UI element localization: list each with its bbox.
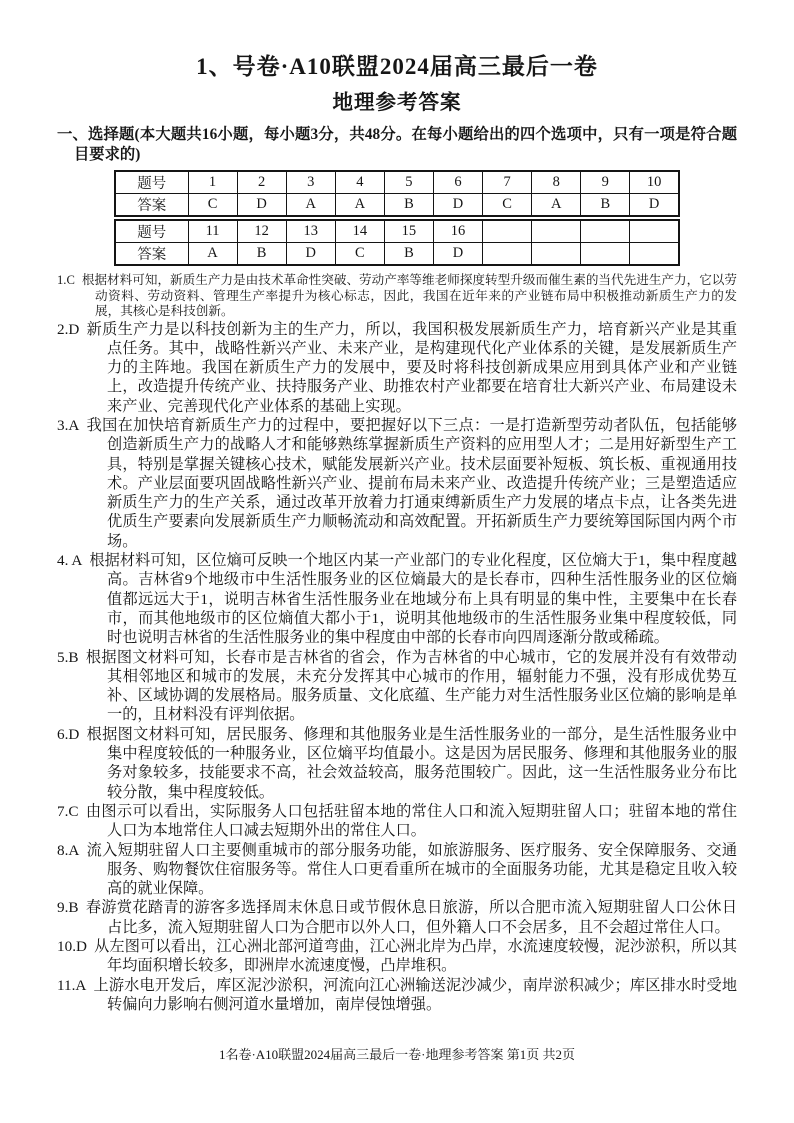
answer-cell — [483, 243, 532, 266]
explanation-number: 9.B — [57, 899, 79, 917]
explanation-text: 新质生产力是以科技创新为主的生产力，所以，我国积极发展新质生产力，培育新兴产业是其重点任务。其中，战略性新兴产业、未来产业，是构建现代化产业体系的关键，是发展新质生产力的主阵地。我国在新质生产力的发展中，要及时将科技创新成果应用到具体产业和产业链上，改造提升传统产业、扶持服务产业、助推农村产业都要在培育壮大新兴产业、布局建设未来产业、完善现代化产业体系的基础上实现。 — [86, 320, 737, 415]
explanation-text: 从左图可以看出，江心洲北部河道弯曲，江心洲北岸为凸岸，水流速度较慢，泥沙淤积，所以其年均面积增长较多，即洲岸水流速度慢，凸岸堆积。 — [93, 938, 737, 975]
question-number-cell — [581, 220, 630, 243]
page-footer: 1名卷·A10联盟2024届高三最后一卷·地理参考答案 第1页 共2页 — [218, 1047, 576, 1062]
explanation-item-1 — [57, 273, 737, 320]
explanation-item-11 — [57, 976, 737, 1015]
answer-cell: A — [188, 243, 237, 266]
explanation-item-5 — [57, 648, 737, 725]
answer-cell: B — [581, 194, 630, 217]
explanation-text: 根据材料可知，新质生产力是由技术革命性突破、劳动产率等维老师探度转型升级而催生素的当代先进生产力，它以劳动资料、劳动资料、管理生产率提升为核心标志，因此，我国在近年来的产业链布局中积极推动新质生产力的发展，其核心是科技创新。 — [81, 273, 737, 318]
explanation-number: 6.D — [57, 725, 80, 743]
question-number-cell — [630, 220, 679, 243]
table-row — [115, 220, 679, 243]
row-header-question: 题号 — [115, 220, 188, 243]
question-number-cell: 7 — [483, 171, 532, 194]
question-number-cell: 12 — [237, 220, 286, 243]
explanation-item-9 — [57, 898, 737, 937]
question-number-cell: 1 — [188, 171, 237, 194]
explanation-number: 4. A — [57, 552, 83, 570]
row-header-answer: 答案 — [115, 194, 188, 217]
question-number-cell: 3 — [286, 171, 335, 194]
explanation-text: 春游赏花踏青的游客多选择周末休息日或节假休息日旅游，所以合肥市流入短期驻留人口公休日占比多，流入短期驻留人口为合肥市以外人口，但外籍人口不会居多，且不会超过常住人口。 — [85, 899, 737, 936]
answer-cell: C — [335, 243, 384, 266]
question-number-cell: 9 — [581, 171, 630, 194]
answer-cell: D — [630, 194, 679, 217]
answer-cell: A — [532, 194, 581, 217]
explanation-item-7 — [57, 802, 737, 841]
answer-cell — [532, 243, 581, 266]
explanation-text: 根据材料可知，区位熵可反映一个地区内某一产业部门的专业化程度，区位熵大于1，集中程度越高。吉林省9个地级市中生活性服务业的区位熵最大的是长春市，四种生活性服务业的区位熵值都远远大于1，说明吉林省生活性服务业在地域分布上具有明显的集中性，主要集中在长春市，而其他地级市的区位熵值大都小于1，说明其他地级市的生活性服务业集中程度较低，同时也说明吉林省的生活性服务业的集中程度由中部的长春市向四周逐渐分散或稀疏。 — [89, 552, 737, 647]
explanation-item-4 — [57, 551, 737, 647]
question-number-cell — [532, 220, 581, 243]
explanation-number: 11.A — [57, 976, 87, 994]
answer-cell: C — [483, 194, 532, 217]
explanation-item-2 — [57, 320, 737, 416]
explanation-text: 流入短期驻留人口主要侧重城市的部分服务功能，如旅游服务、医疗服务、安全保障服务、交通服务、购物餐饮住宿服务等。常住人口更看重所在城市的全面服务功能，尤其是稳定且收入较高的就业保障。 — [86, 841, 737, 898]
answer-cell: B — [237, 243, 286, 266]
answer-cell: D — [237, 194, 286, 217]
question-number-cell: 4 — [335, 171, 384, 194]
explanation-number: 10.D — [57, 938, 87, 955]
question-number-cell: 15 — [384, 220, 433, 243]
answer-cell: A — [335, 194, 384, 217]
question-number-cell: 14 — [335, 220, 384, 243]
explanation-text: 上游水电开发后，库区泥沙淤积，河流向江心洲输送泥沙减少，南岸淤积减少；库区排水时受地转偏向力影响右侧河道水量增加，南岸侵蚀增强。 — [93, 976, 737, 1013]
explanation-item-3 — [57, 416, 737, 551]
explanation-number: 1.C — [57, 273, 75, 287]
explanation-text: 根据图文材料可知，居民服务、修理和其他服务业是生活性服务业的一部分，是生活性服务业中集中程度较低的一种服务业，区位熵平均值最小。这是因为居民服务、修理和其他服务业的服务对象较多，技能要求不高，社会效益较高，服务范围较广。因此，这一生活性服务业分布比较分散，集中程度较低。 — [86, 725, 737, 801]
answer-cell: A — [286, 194, 335, 217]
question-number-cell: 2 — [237, 171, 286, 194]
answer-cell: D — [286, 243, 335, 266]
answer-cell: C — [188, 194, 237, 217]
explanation-text: 我国在加快培育新质生产力的过程中，要把握好以下三点：一是打造新型劳动者队伍，包括能够创造新质生产力的战略人才和能够熟练掌握新质生产资料的应用型人才；二是用好新型生产工具，特别是掌握关键核心技术，赋能发展新兴产业。技术层面要补短板、筑长板、重视通用技术。产业层面要巩固战略性新兴产业、提前布局未来产业、改造提升传统产业；三是塑造适应新质生产力的生产关系，通过改革开放着力打通束缚新质生产力发展的堵点卡点，让各类先进优质生产要素向发展新质生产力顺畅流动和高效配置。开拓新质生产力要统筹国际国内两个市场。 — [86, 416, 737, 550]
table-row — [115, 194, 679, 217]
explanation-text: 根据图文材料可知，长春市是吉林省的省会，作为吉林省的中心城市，它的发展并没有有效带动其相邻地区和城市的发展，未充分发挥其中心城市的作用，辐射能力不强，没有形成优势互补、区域协调的发展格局。服务质量、文化底蕴、生产能力对生活性服务业区位熵的影响是单一的，且材料没有评判依据。 — [85, 648, 737, 724]
question-number-cell: 11 — [188, 220, 237, 243]
page-title: 1、号卷·A10联盟2024届高三最后一卷 — [196, 54, 598, 79]
row-header-question: 题号 — [115, 171, 188, 194]
answer-cell: D — [433, 243, 482, 266]
question-number-cell: 16 — [433, 220, 482, 243]
row-header-answer: 答案 — [115, 243, 188, 266]
explanation-list — [57, 273, 737, 1014]
explanation-number: 5.B — [57, 648, 79, 666]
section-heading: 一、选择题(本大题共16小题，每小题3分，共48分。在每小题给出的四个选项中，只有一项是符合题目要求的) — [57, 126, 737, 163]
answer-cell: D — [433, 194, 482, 217]
answer-cell — [630, 243, 679, 266]
answer-cell: B — [384, 194, 433, 217]
answer-table-block-2 — [114, 219, 680, 266]
question-number-cell: 5 — [384, 171, 433, 194]
question-number-cell: 6 — [433, 171, 482, 194]
answer-table — [114, 170, 680, 266]
question-number-cell: 13 — [286, 220, 335, 243]
explanation-text: 由图示可以看出，实际服务人口包括驻留本地的常住人口和流入短期驻留人口；驻留本地的常住人口为本地常住人口减去短期外出的常住人口。 — [85, 802, 737, 840]
explanation-item-6 — [57, 725, 737, 802]
explanation-item-10 — [57, 937, 737, 976]
explanation-number: 7.C — [57, 802, 79, 820]
question-number-cell: 10 — [630, 171, 679, 194]
answer-table-block-1 — [114, 170, 680, 217]
answer-cell: B — [384, 243, 433, 266]
answer-cell — [581, 243, 630, 266]
question-number-cell: 8 — [532, 171, 581, 194]
explanation-number: 2.D — [57, 320, 80, 338]
explanation-number: 3.A — [57, 416, 80, 434]
explanation-item-8 — [57, 841, 737, 899]
table-row — [115, 243, 679, 266]
page-subtitle: 地理参考答案 — [332, 92, 462, 114]
question-number-cell — [483, 220, 532, 243]
explanation-number: 8.A — [57, 841, 80, 859]
table-row — [115, 171, 679, 194]
